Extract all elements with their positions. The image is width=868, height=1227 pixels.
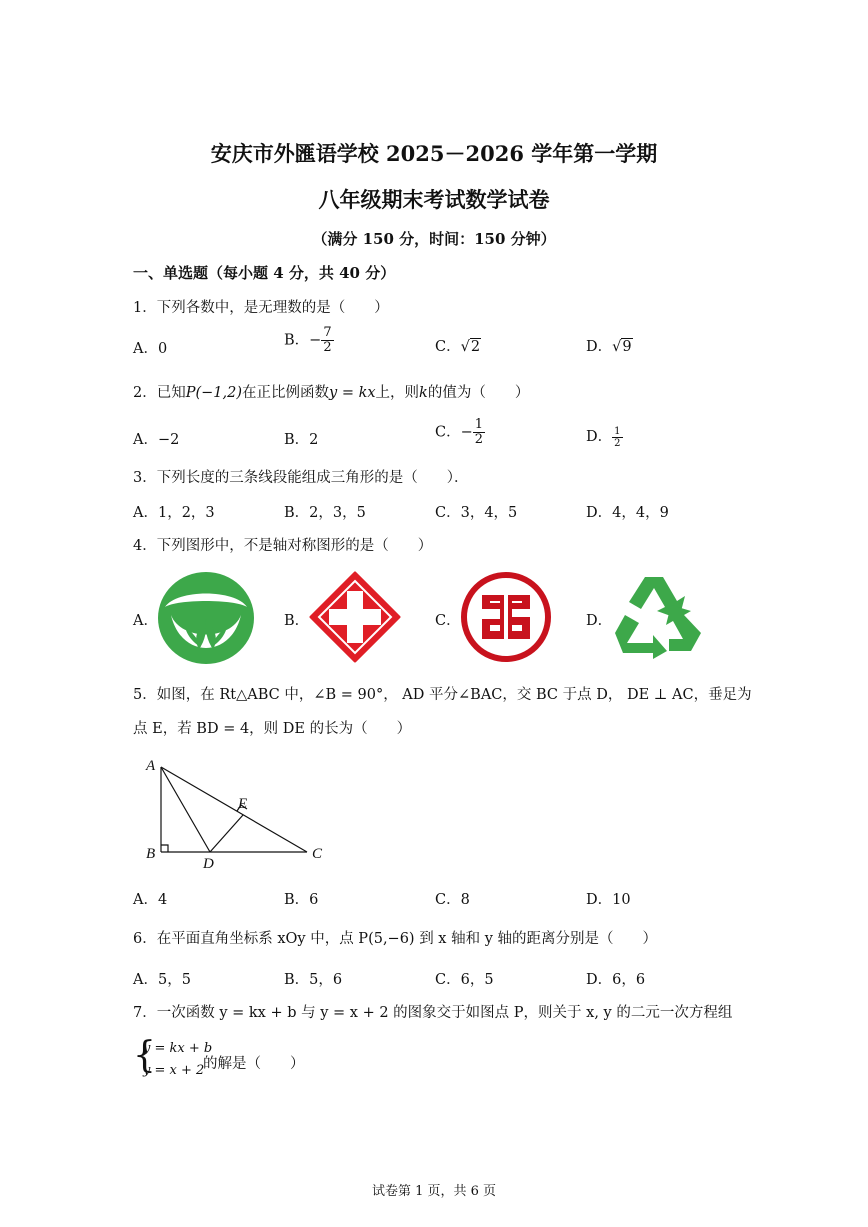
question-7-tail: 的解是（ ） (203, 1056, 305, 1072)
question-3-option-b: B．2，3，5 (284, 505, 366, 521)
question-6-option-a: A．5，5 (133, 972, 191, 988)
triangle-figure (140, 752, 340, 872)
option-c-label: C． (435, 424, 461, 441)
fraction-denominator: 2 (614, 437, 621, 449)
question-7-stem: 7．一次函数 y = kx + b 与 y = x + 2 的图象交于如图点 P，则关于 x, y 的二元一次方程组 (133, 1005, 733, 1021)
question-3-option-a: A．1，2，3 (133, 505, 215, 521)
question-1-option-b (284, 326, 334, 355)
fraction-numerator: 1 (474, 417, 484, 432)
question-6-option-d: D．6，6 (586, 972, 646, 988)
recycle-logo-icon (611, 571, 705, 659)
vertex-label-d: D (203, 856, 214, 872)
question-1-option-a: A．0 (133, 341, 168, 357)
question-4-stem: 4．下列图形中，不是轴对称图形的是（ ） (133, 538, 433, 554)
section-heading: 一、单选题（每小题 4 分，共 40 分） (133, 264, 396, 282)
question-5-stem-line2: 点 E，若 BD = 4，则 DE 的长为（ ） (133, 721, 412, 737)
brace-symbol: { (133, 1035, 156, 1076)
question-5-option-c: C．8 (435, 892, 470, 908)
option-b-label: B． (284, 332, 310, 349)
stem-text: 在正比例函数 (242, 385, 330, 401)
question-1-stem: 1．下列各数中，是无理数的是（ ） (133, 300, 389, 316)
question-2-option-d (586, 425, 623, 449)
option-d-label: D． (586, 339, 613, 355)
fraction-numerator: 7 (323, 325, 332, 340)
question-5-option-a: A．4 (133, 892, 168, 908)
question-2-stem (133, 381, 529, 402)
question-2-option-a: A．−2 (133, 432, 180, 448)
red-cross-logo-icon (309, 571, 401, 663)
vertex-label-c: C (312, 846, 323, 862)
question-2-option-b: B．2 (284, 432, 319, 448)
exam-subtitle: （满分 150 分，时间：150 分钟） (312, 230, 556, 248)
minus-sign: − (460, 424, 473, 441)
question-5-stem-line1: 5．如图，在 Rt△ABC 中，∠B = 90°， AD 平分∠BAC，交 BC 于点 D， DE ⊥ AC，垂足为 (133, 687, 752, 703)
question-4-option-d: D． (586, 613, 613, 629)
question-2-option-c (435, 418, 485, 447)
sqrt-symbol: √9 (612, 339, 632, 355)
fraction-denominator: 2 (323, 340, 332, 355)
exam-title-line2: 八年级期末考试数学试卷 (318, 187, 550, 212)
equation-2: y = x + 2 (143, 1063, 205, 1078)
equation-1: y = kx + b (143, 1041, 213, 1056)
question-6-option-c: C．6，5 (435, 972, 494, 988)
function-expr: y = kx (329, 385, 376, 401)
stem-text: 的值为（ ） (427, 385, 530, 401)
vertex-label-a: A (146, 758, 156, 774)
exam-title-line1: 安庆市外匯语学校 2025－2026 学年第一学期 (210, 141, 658, 166)
question-1-option-d (586, 335, 633, 356)
radicand: 9 (622, 339, 632, 355)
question-6-stem: 6．在平面直角坐标系 xOy 中，点 P(5,−6) 到 x 轴和 y 轴的距离分别是（ ） (133, 931, 658, 947)
option-d-label: D． (586, 429, 613, 445)
radicand: 2 (470, 339, 481, 355)
variable-k: k (419, 385, 428, 401)
minus-sign: − (309, 332, 322, 349)
page-footer: 试卷第 1 页，共 6 页 (371, 1184, 497, 1199)
question-3-option-c: C．3，4，5 (435, 505, 518, 521)
question-6-option-b: B．5，6 (284, 972, 343, 988)
fraction-numerator: 1 (614, 425, 621, 437)
bank-logo-icon (460, 571, 552, 663)
vertex-label-e: E (238, 796, 248, 812)
vertex-label-b: B (146, 846, 156, 862)
question-1-option-c (435, 335, 481, 356)
sqrt-symbol: √2 (460, 339, 481, 355)
question-4-option-a: A． (133, 613, 158, 629)
question-5-option-b: B．6 (284, 892, 319, 908)
question-4-option-c: C． (435, 613, 461, 629)
question-5-option-d: D．10 (586, 892, 631, 908)
stem-text: 上，则 (375, 385, 420, 401)
question-3-option-d: D．4，4，9 (586, 505, 669, 521)
stem-text: 2．已知 (133, 385, 186, 401)
question-4-option-b: B． (284, 613, 310, 629)
fraction-denominator: 2 (474, 432, 484, 447)
question-3-stem: 3．下列长度的三条线段能组成三角形的是（ ）． (133, 470, 469, 486)
green-food-logo-icon (157, 571, 255, 665)
point-p: P(−1,2) (185, 385, 243, 401)
option-c-label: C． (435, 339, 461, 355)
